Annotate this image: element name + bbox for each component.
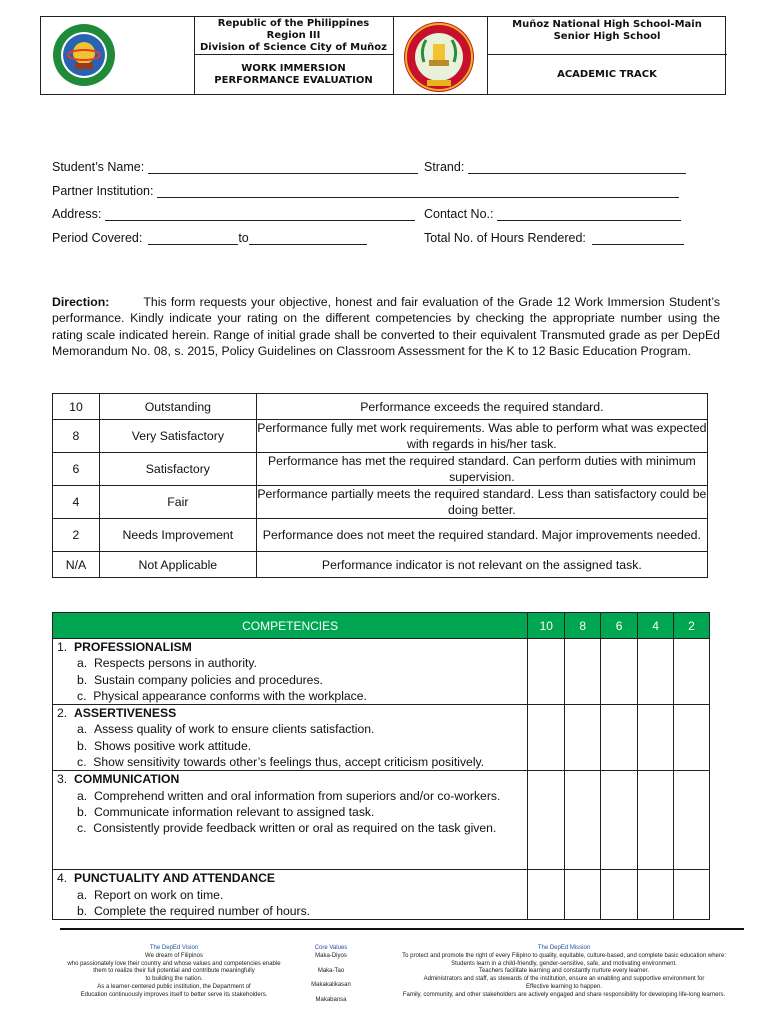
footer-divider [60,928,744,930]
rating-cell[interactable] [528,639,565,705]
rating-cell[interactable] [565,771,601,870]
rating-column-header: 2 [674,613,710,639]
period-field[interactable] [52,231,367,245]
rating-cell[interactable] [674,771,710,870]
agency-line: Division of Science City of Muñoz [199,41,387,53]
section-heading: 4. PUNCTUALITY AND ATTENDANCE [57,871,276,886]
school-block [487,17,727,54]
form-title-line: PERFORMANCE EVALUATION [214,75,373,86]
direction-text: This form requests your objective, honest and fair evaluation of the Grade 12 Work Immersion Student’s performance. Kindly indicate your rating on the different competencies by checking the appropriate number using the rating scale indicated herein. Range of initial grade shall be converted to their equivalent Transmuted grade as per DepEd Memorandum No. 08, s. 2015, Policy Guidelines on Classroom Assessment for the K to 12 Basic Education Program. [52,295,720,358]
school-line: Muñoz National High School-Main [512,19,702,30]
contact-label: Contact No.: [424,207,494,221]
partner-field[interactable] [52,184,679,198]
hours-label: Total No. of Hours Rendered: [424,231,586,245]
rating-label: Satisfactory [99,453,256,486]
section-heading: 3. COMMUNICATION [57,772,180,787]
partner-line[interactable] [157,185,679,198]
document-header [40,16,726,95]
address-field[interactable] [52,207,415,221]
rating-cell[interactable] [638,870,674,920]
strand-label: Strand: [424,160,465,174]
rating-score: 10 [53,394,100,420]
competency-item: c. Consistently provide feedback written or oral as required on the task given. [77,821,497,836]
partner-label: Partner Institution: [52,184,154,198]
competency-item: c. Show sensitivity towards other’s feelings thus, accept criticism positively. [77,755,485,770]
rating-cell[interactable] [528,771,565,870]
address-line[interactable] [105,208,415,221]
rating-score: N/A [53,552,100,578]
competency-section [53,705,710,771]
rating-cell[interactable] [674,870,710,920]
rating-description: Performance partially meets the required standard. Less than satisfactory could be doing better. [257,487,707,517]
hours-line[interactable] [592,232,684,245]
direction-paragraph [52,294,720,359]
form-title-line: WORK IMMERSION [241,63,346,74]
agency-line: Region III [266,29,321,41]
school-seal-logo [402,20,476,94]
rating-row [53,552,708,578]
direction-label: Direction: [52,295,110,309]
rating-cell[interactable] [638,639,674,705]
rating-column-header: 8 [565,613,601,639]
competency-item: c. Physical appearance conforms with the workplace. [77,688,367,703]
competency-section [53,771,710,870]
rating-description: Performance does not meet the required standard. Major improvements needed. [256,519,707,552]
rating-description: Performance fully met work requirements. Was able to perform what was expected with regards in his/her task. [257,421,707,451]
vision-title: The DepEd Vision [149,945,199,951]
rating-description: Performance indicator is not relevant on the assigned task. [256,552,707,578]
competency-item: a. Assess quality of work to ensure clients satisfaction. [77,722,375,737]
period-to-line[interactable] [249,232,367,245]
rating-cell[interactable] [601,870,638,920]
agency-block [194,17,393,54]
school-line: Senior High School [553,31,661,42]
rating-cell[interactable] [601,705,638,771]
competency-item: b. Sustain company policies and procedures. [77,672,323,687]
period-to-label: to [238,231,249,245]
competency-item: b. Communicate information relevant to assigned task. [77,804,375,819]
rating-cell[interactable] [638,705,674,771]
rating-column-header: 10 [528,613,565,639]
competencies-table [52,612,710,920]
deped-vision: The DepEd Vision We dream of Filipinos who passionately love their country and whose values and competencies enable them to realize their full potential and contribute meaningfully to building the nation. As a learner-centered public institution, the Department of Education continuously improves itself to better serve its stakeholders. [56,945,292,1000]
core-values: Core Values Maka-Diyos Maka-Tao Makakalikasan Makabansa [296,945,366,1005]
rating-label: Very Satisfactory [99,420,256,453]
rating-cell[interactable] [674,639,710,705]
deped-mission: The DepEd Mission To protect and promote the right of every Filipino to quality, equitable, culture-based, and complete basic education where: Students learn in a child-friendly, gender-sensitive, safe, and motivating environment. Teachers facilitate learning and constantly nurture every learner. Administrators and staff, as stewards of the institution, ensure an enabling and supportive environment for Effective learning to happen. Family, community, and other stakeholders are actively engaged and share responsibility for developing life-long learners. [384,945,744,1000]
competency-item: a. Report on work on time. [77,887,224,902]
rating-column-header: 4 [638,613,674,639]
agency-line: Republic of the Philippines [217,17,370,29]
contact-line[interactable] [497,208,681,221]
rating-description: Performance has met the required standard. Can perform duties with minimum supervision. [256,453,707,486]
deped-seal-logo [51,22,117,88]
values-title: Core Values [314,945,348,951]
student-name-label: Student’s Name: [52,160,145,174]
competency-section [53,870,710,920]
rating-cell[interactable] [601,639,638,705]
competency-item: b. Complete the required number of hours. [77,903,311,918]
rating-label: Outstanding [99,394,256,420]
rating-cell[interactable] [674,705,710,771]
competency-item: b. Shows positive work attitude. [77,738,252,753]
student-name-line[interactable] [148,161,418,174]
rating-label: Fair [99,486,256,519]
rating-cell[interactable] [565,639,601,705]
rating-score: 4 [53,486,100,519]
competency-item: a. Comprehend written and oral information from superiors and/or co-workers. [77,788,501,803]
rating-row [53,519,708,552]
rating-cell[interactable] [601,771,638,870]
track-label: ACADEMIC TRACK [557,69,657,80]
rating-score: 8 [53,420,100,453]
competency-item: a. Respects persons in authority. [77,656,257,671]
strand-line[interactable] [468,161,686,174]
rating-label: Not Applicable [99,552,256,578]
rating-row [53,453,708,486]
section-heading: 2. ASSERTIVENESS [57,706,177,721]
rating-score: 6 [53,453,100,486]
student-name-field[interactable] [52,160,418,174]
rating-cell[interactable] [528,705,565,771]
rating-scale-table [52,393,708,578]
rating-label: Needs Improvement [99,519,256,552]
rating-description: Performance exceeds the required standard. [256,394,707,420]
competencies-header: COMPETENCIES [53,613,528,639]
section-heading: 1. PROFESSIONALISM [57,640,192,654]
rating-cell[interactable] [638,771,674,870]
period-label: Period Covered: [52,231,143,245]
period-from-line[interactable] [148,232,238,245]
rating-row [53,420,708,453]
competency-section [53,639,710,705]
rating-cell[interactable] [565,870,601,920]
address-label: Address: [52,207,102,221]
rating-row [53,394,708,420]
mission-title: The DepEd Mission [537,945,591,951]
rating-cell[interactable] [528,870,565,920]
rating-score: 2 [53,519,100,552]
contact-field[interactable] [424,207,681,221]
strand-field[interactable] [424,160,686,174]
rating-row [53,486,708,519]
form-title [194,54,393,96]
rating-cell[interactable] [565,705,601,771]
hours-field[interactable] [424,231,684,245]
rating-column-header: 6 [601,613,638,639]
